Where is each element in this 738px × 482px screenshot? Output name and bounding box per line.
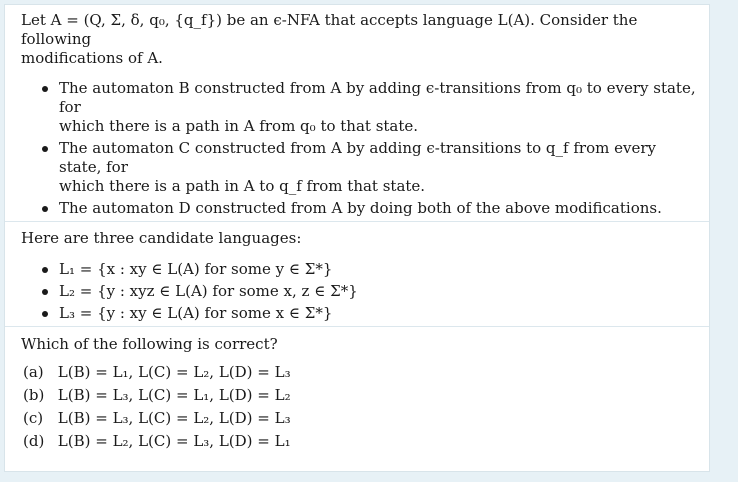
modification-line: which there is a path in A from q₀ to that state. <box>59 117 419 135</box>
answer-option-b[interactable] <box>23 385 699 406</box>
modification-line: which there is a path in A to q_f from that state. <box>59 177 426 195</box>
intro-text <box>21 11 699 68</box>
section-divider <box>5 326 709 327</box>
answer-option-d[interactable] <box>23 431 699 452</box>
language-item-l3: L₃ = {y : xy ∈ L(A) for some x ∈ Σ*} <box>41 304 699 323</box>
intro-line: modifications of A. <box>21 49 163 67</box>
language-item-l1: L₁ = {x : xy ∈ L(A) for some y ∈ Σ*} <box>41 260 699 279</box>
question-text: Which of the following is correct? <box>21 335 278 353</box>
modifications-list <box>21 79 699 218</box>
modification-line: The automaton B constructed from A by adding ϵ-transitions from q₀ to every state, for <box>59 79 696 116</box>
modification-item-c <box>41 139 699 196</box>
modification-line: The automaton C constructed from A by adding ϵ-transitions to q_f from every state, for <box>59 139 656 176</box>
modification-line: The automaton D constructed from A by doing both of the above modifications. <box>59 199 662 217</box>
option-tag: (b) <box>23 386 45 404</box>
modification-item-d <box>41 199 699 218</box>
candidates-heading: Here are three candidate languages: <box>21 229 302 247</box>
section-divider <box>5 221 709 222</box>
option-tag: (a) <box>23 363 44 381</box>
option-text: L(B) = L₁, L(C) = L₂, L(D) = L₃ <box>57 363 291 381</box>
modification-item-b <box>41 79 699 136</box>
option-text: L(B) = L₂, L(C) = L₃, L(D) = L₁ <box>57 432 291 450</box>
option-text: L(B) = L₃, L(C) = L₂, L(D) = L₃ <box>57 409 291 427</box>
answer-option-a[interactable] <box>23 362 699 383</box>
answer-options <box>21 362 699 452</box>
option-text: L(B) = L₃, L(C) = L₁, L(D) = L₂ <box>57 386 291 404</box>
languages-list <box>21 260 699 323</box>
option-tag: (d) <box>23 432 45 450</box>
language-item-l2: L₂ = {y : xyz ∈ L(A) for some x, z ∈ Σ*} <box>41 282 699 301</box>
intro-line: Let A = (Q, Σ, δ, q₀, {q_f}) be an ϵ-NFA that accepts language L(A). Consider the following <box>21 11 638 48</box>
answer-option-c[interactable] <box>23 408 699 429</box>
option-tag: (c) <box>23 409 44 427</box>
question-panel <box>4 4 710 472</box>
